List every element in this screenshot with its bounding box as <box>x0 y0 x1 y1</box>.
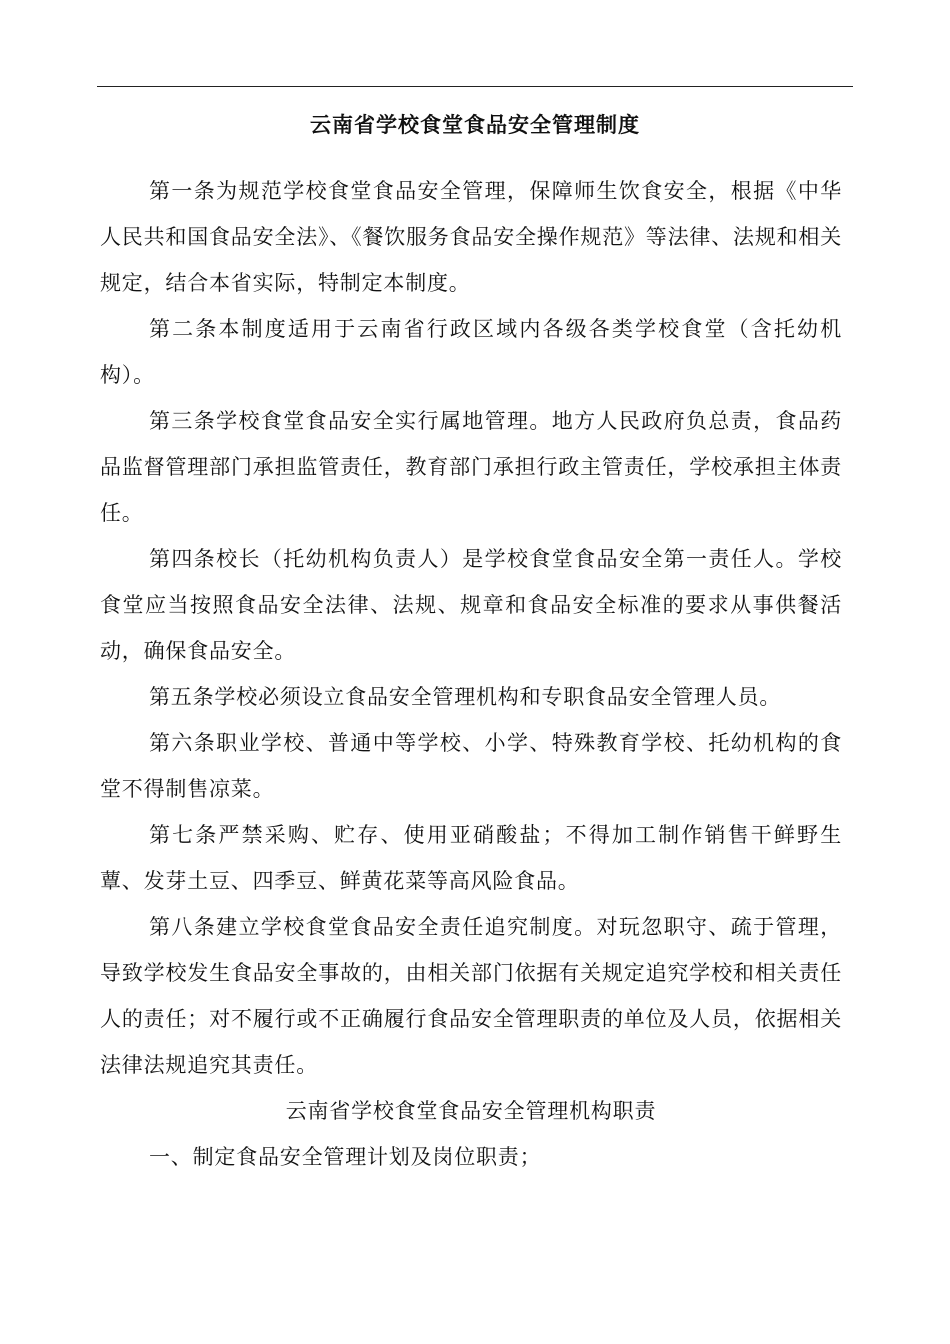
article-5: 第五条学校必须设立食品安全管理机构和专职食品安全管理人员。 <box>149 685 782 709</box>
article-4: 第四条校长（托幼机构负责人）是学校食堂食品安全第一责任人。学校食堂应当按照食品安全法律、法规、规章和食品安全标准的要求从事供餐活动，确保食品安全。 <box>100 547 842 663</box>
article-2: 第二条本制度适用于云南省行政区域内各级各类学校食堂（含托幼机构）。 <box>100 317 842 387</box>
article-7: 第七条严禁采购、贮存、使用亚硝酸盐；不得加工制作销售干鲜野生蕈、发芽土豆、四季豆、鲜黄花菜等高风险食品。 <box>100 823 842 893</box>
section-item: 一、制定食品安全管理计划及岗位职责； <box>149 1145 542 1169</box>
header-rule <box>97 86 853 87</box>
document-title: 云南省学校食堂食品安全管理制度 <box>310 113 640 137</box>
article-6: 第六条职业学校、普通中等学校、小学、特殊教育学校、托幼机构的食堂不得制售凉菜。 <box>100 731 842 801</box>
article-8: 第八条建立学校食堂食品安全责任追究制度。对玩忽职守、疏于管理，导致学校发生食品安全事故的，由相关部门依据有关规定追究学校和相关责任人的责任；对不履行或不正确履行食品安全管理职责的单位及人员，依据相关法律法规追究其责任。 <box>100 915 842 1077</box>
section-title: 云南省学校食堂食品安全管理机构职责 <box>285 1099 657 1123</box>
article-3: 第三条学校食堂食品安全实行属地管理。地方人民政府负总责，食品药品监督管理部门承担监管责任，教育部门承担行政主管责任，学校承担主体责任。 <box>100 409 842 525</box>
document-body <box>100 168 842 1180</box>
article-1: 第一条为规范学校食堂食品安全管理，保障师生饮食安全，根据《中华人民共和国食品安全法》、《餐饮服务食品安全操作规范》等法律、法规和相关规定，结合本省实际，特制定本制度。 <box>100 179 842 295</box>
